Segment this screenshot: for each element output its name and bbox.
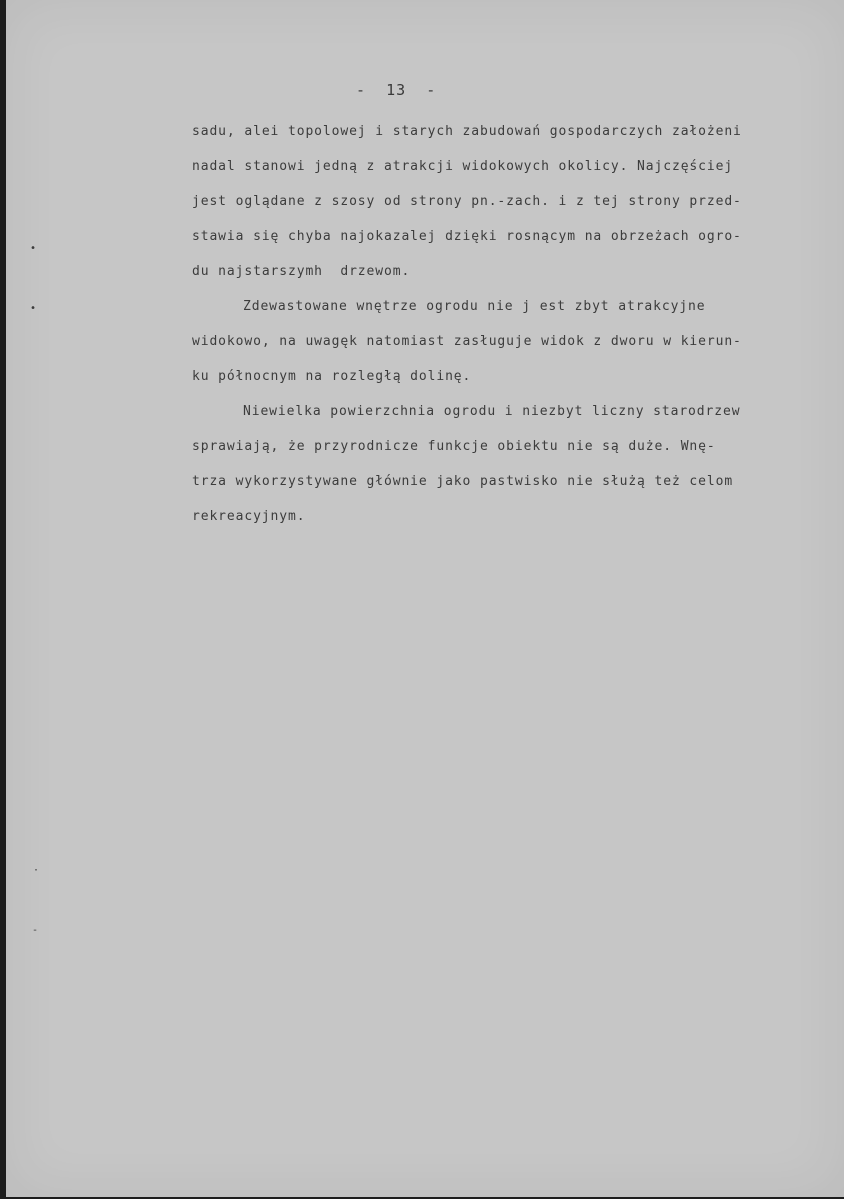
text-line: jest oglądane z szosy od strony pn.-zach. i z tej strony przed- <box>192 194 742 209</box>
text-line: trza wykorzystywane głównie jako pastwisko nie służą też celom <box>192 474 734 489</box>
text-line: rekreacyjnym. <box>192 509 306 524</box>
margin-dash: - <box>32 925 39 936</box>
text-line: widokowo, na uwagęk natomiast zasługuje widok z dworu w kierun- <box>192 334 742 349</box>
text-line: du najstarszymh drzewom. <box>192 264 411 279</box>
text-line: sadu, alei topolowej i starych zabudowań gospodarczych założeni <box>192 124 742 139</box>
document-page <box>6 0 844 1197</box>
margin-dot: • <box>30 303 37 314</box>
margin-dot: • <box>30 243 37 254</box>
text-line: nadal stanowi jedną z atrakcji widokowych okolicy. Najczęściej <box>192 159 734 174</box>
text-line: sprawiają, że przyrodnicze funkcje obiektu nie są duże. Wnę- <box>192 439 716 454</box>
text-line: ku północnym na rozległą dolinę. <box>192 369 472 384</box>
page-number: - 13 - <box>356 81 437 99</box>
margin-dot: · <box>33 865 40 876</box>
text-line: Niewielka powierzchnia ogrodu i niezbyt liczny starodrzew <box>243 404 741 419</box>
text-line: Zdewastowane wnętrze ogrodu nie j est zbyt atrakcyjne <box>243 299 706 314</box>
text-line: stawia się chyba najokazalej dzięki rosnącym na obrzeżach ogro- <box>192 229 742 244</box>
